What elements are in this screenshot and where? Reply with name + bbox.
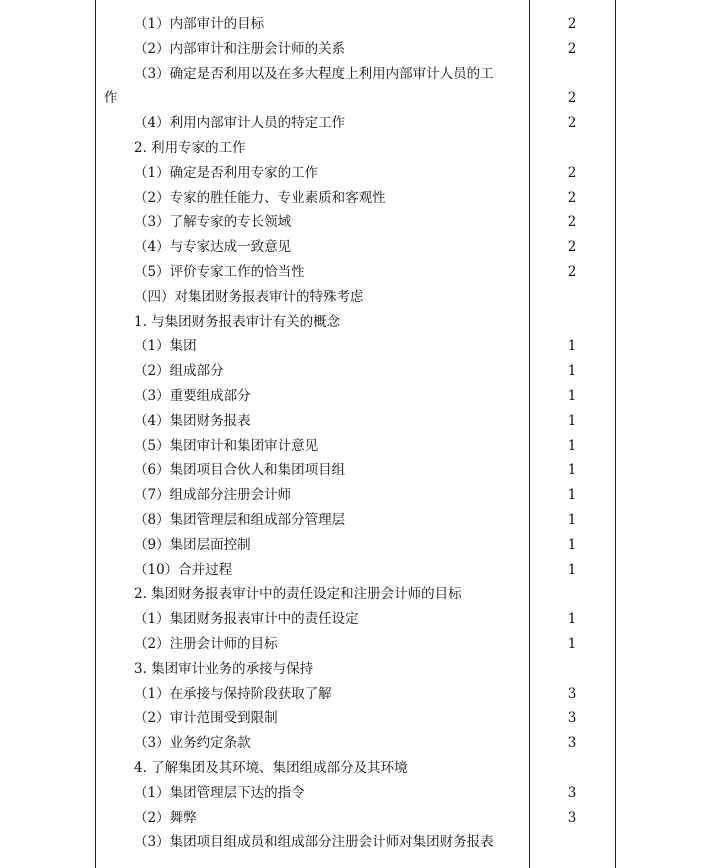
row-text-line: 3. 集团审计业务的承接与保持 xyxy=(134,660,314,677)
table-row xyxy=(96,706,615,731)
table-row xyxy=(96,37,615,62)
row-text xyxy=(134,806,529,831)
syllabus-table xyxy=(95,0,616,868)
table-row xyxy=(96,310,615,335)
row-hours: 1 xyxy=(567,561,577,578)
row-text xyxy=(134,483,529,508)
table-row xyxy=(96,508,615,533)
row-text xyxy=(134,235,529,260)
row-hours: 3 xyxy=(567,685,577,702)
table-row xyxy=(96,483,615,508)
row-hours: 2 xyxy=(567,214,577,231)
row-text-line: （4）与专家达成一致意见 xyxy=(134,239,292,256)
table-row xyxy=(96,632,615,657)
row-text-line: （5）集团审计和集团审计意见 xyxy=(134,437,319,454)
table-row xyxy=(96,558,615,583)
row-hours: 1 xyxy=(567,487,577,504)
row-hours: 3 xyxy=(567,710,577,727)
table-row xyxy=(96,285,615,310)
row-hours: 3 xyxy=(567,809,577,826)
row-text-line: （1）确定是否利用专家的工作 xyxy=(134,164,319,181)
row-text xyxy=(134,186,529,211)
table-row xyxy=(96,756,615,781)
row-text xyxy=(134,359,529,384)
row-text-line: （4）利用内部审计人员的特定工作 xyxy=(134,115,346,132)
row-hours: 2 xyxy=(567,239,577,256)
table-row xyxy=(96,359,615,384)
table-row xyxy=(96,235,615,260)
row-text-continuation: 作 xyxy=(104,90,118,107)
row-text-line: （4）集团财务报表 xyxy=(134,412,251,429)
row-hours: 2 xyxy=(567,115,577,132)
row-text xyxy=(134,285,529,310)
row-text-line: （2）舞弊 xyxy=(134,809,197,826)
row-text xyxy=(134,161,529,186)
row-text-line: （3）重要组成部分 xyxy=(134,387,251,404)
row-text-line: （7）组成部分注册会计师 xyxy=(134,487,292,504)
row-text xyxy=(134,657,529,682)
row-text xyxy=(134,632,529,657)
row-text xyxy=(134,682,529,707)
table-row xyxy=(96,434,615,459)
table-row xyxy=(96,260,615,285)
table-row xyxy=(96,607,615,632)
row-hours: 1 xyxy=(567,635,577,652)
row-hours: 2 xyxy=(567,40,577,57)
row-text xyxy=(134,409,529,434)
row-hours: 1 xyxy=(567,511,577,528)
row-text-line: （四）对集团财务报表审计的特殊考虑 xyxy=(134,288,364,305)
table-row xyxy=(96,657,615,682)
row-text xyxy=(104,62,524,112)
table-row xyxy=(96,533,615,558)
row-hours: 1 xyxy=(567,338,577,355)
row-hours: 3 xyxy=(567,784,577,801)
row-hours: 2 xyxy=(567,164,577,181)
row-text xyxy=(134,781,529,806)
table-row xyxy=(96,409,615,434)
row-hours: 1 xyxy=(567,536,577,553)
row-text xyxy=(134,37,529,62)
row-text-line: （1）集团财务报表审计中的责任设定 xyxy=(134,611,359,628)
table-row xyxy=(96,62,615,112)
row-text-line: （3）集团项目组成员和组成部分注册会计师对集团财务报表 xyxy=(134,834,494,851)
row-hours: 2 xyxy=(567,90,577,107)
row-text-line: （1）在承接与保持阶段获取了解 xyxy=(134,685,332,702)
row-text-line: （6）集团项目合伙人和集团项目组 xyxy=(134,462,346,479)
row-hours: 3 xyxy=(567,735,577,752)
row-text-line: （5）评价专家工作的恰当性 xyxy=(134,263,305,280)
row-text-line: （2）注册会计师的目标 xyxy=(134,635,278,652)
row-text-line: （2）组成部分 xyxy=(134,363,224,380)
row-text-line: （2）内部审计和注册会计师的关系 xyxy=(134,40,346,57)
row-text xyxy=(134,210,529,235)
row-text xyxy=(134,111,529,136)
row-text-line: （8）集团管理层和组成部分管理层 xyxy=(134,511,346,528)
row-hours: 1 xyxy=(567,437,577,454)
table-row xyxy=(96,781,615,806)
table-row xyxy=(96,806,615,831)
table-rows xyxy=(96,12,615,855)
table-row xyxy=(96,136,615,161)
row-text-line: （3）确定是否利用以及在多大程度上利用内部审计人员的工 xyxy=(134,65,494,82)
row-text xyxy=(134,533,529,558)
row-text-line: （2）审计范围受到限制 xyxy=(134,710,278,727)
row-text xyxy=(134,12,529,37)
table-row xyxy=(96,334,615,359)
table-row xyxy=(96,731,615,756)
row-text-line: 2. 利用专家的工作 xyxy=(134,139,246,156)
row-text xyxy=(134,384,529,409)
table-row xyxy=(96,210,615,235)
row-text xyxy=(134,756,529,781)
row-hours: 1 xyxy=(567,462,577,479)
row-text xyxy=(134,830,529,855)
row-text-line: 1. 与集团财务报表审计有关的概念 xyxy=(134,313,341,330)
row-text-line: （1）内部审计的目标 xyxy=(134,16,265,32)
row-text-line: （9）集团层面控制 xyxy=(134,536,251,553)
row-text-line: （1）集团 xyxy=(134,338,197,355)
row-hours: 2 xyxy=(567,189,577,206)
table-row xyxy=(96,161,615,186)
table-row xyxy=(96,682,615,707)
row-text xyxy=(134,136,529,161)
row-hours: 1 xyxy=(567,412,577,429)
row-text-line: 4. 了解集团及其环境、集团组成部分及其环境 xyxy=(134,759,408,776)
row-text xyxy=(134,458,529,483)
table-row xyxy=(96,384,615,409)
row-text xyxy=(134,558,529,583)
row-hours: 2 xyxy=(567,263,577,280)
row-text-line: （10）合并过程 xyxy=(134,561,233,578)
row-text-line: （3）了解专家的专长领域 xyxy=(134,214,292,231)
table-row xyxy=(96,12,615,37)
table-row xyxy=(96,111,615,136)
table-row xyxy=(96,830,615,855)
row-text xyxy=(134,731,529,756)
row-text xyxy=(134,334,529,359)
row-text xyxy=(134,310,529,335)
row-text-line: （1）集团管理层下达的指令 xyxy=(134,784,305,801)
row-text xyxy=(134,260,529,285)
row-hours: 1 xyxy=(567,611,577,628)
table-row xyxy=(96,186,615,211)
row-hours: 2 xyxy=(567,16,577,32)
table-row xyxy=(96,458,615,483)
row-hours: 1 xyxy=(567,387,577,404)
row-text-line: （2）专家的胜任能力、专业素质和客观性 xyxy=(134,189,386,206)
row-text xyxy=(134,607,529,632)
row-text-line: （3）业务约定条款 xyxy=(134,735,251,752)
row-text-line: 2. 集团财务报表审计中的责任设定和注册会计师的目标 xyxy=(134,586,462,603)
row-hours: 1 xyxy=(567,363,577,380)
row-text xyxy=(134,582,529,607)
row-text xyxy=(134,434,529,459)
table-row xyxy=(96,582,615,607)
row-text xyxy=(134,508,529,533)
row-text xyxy=(134,706,529,731)
